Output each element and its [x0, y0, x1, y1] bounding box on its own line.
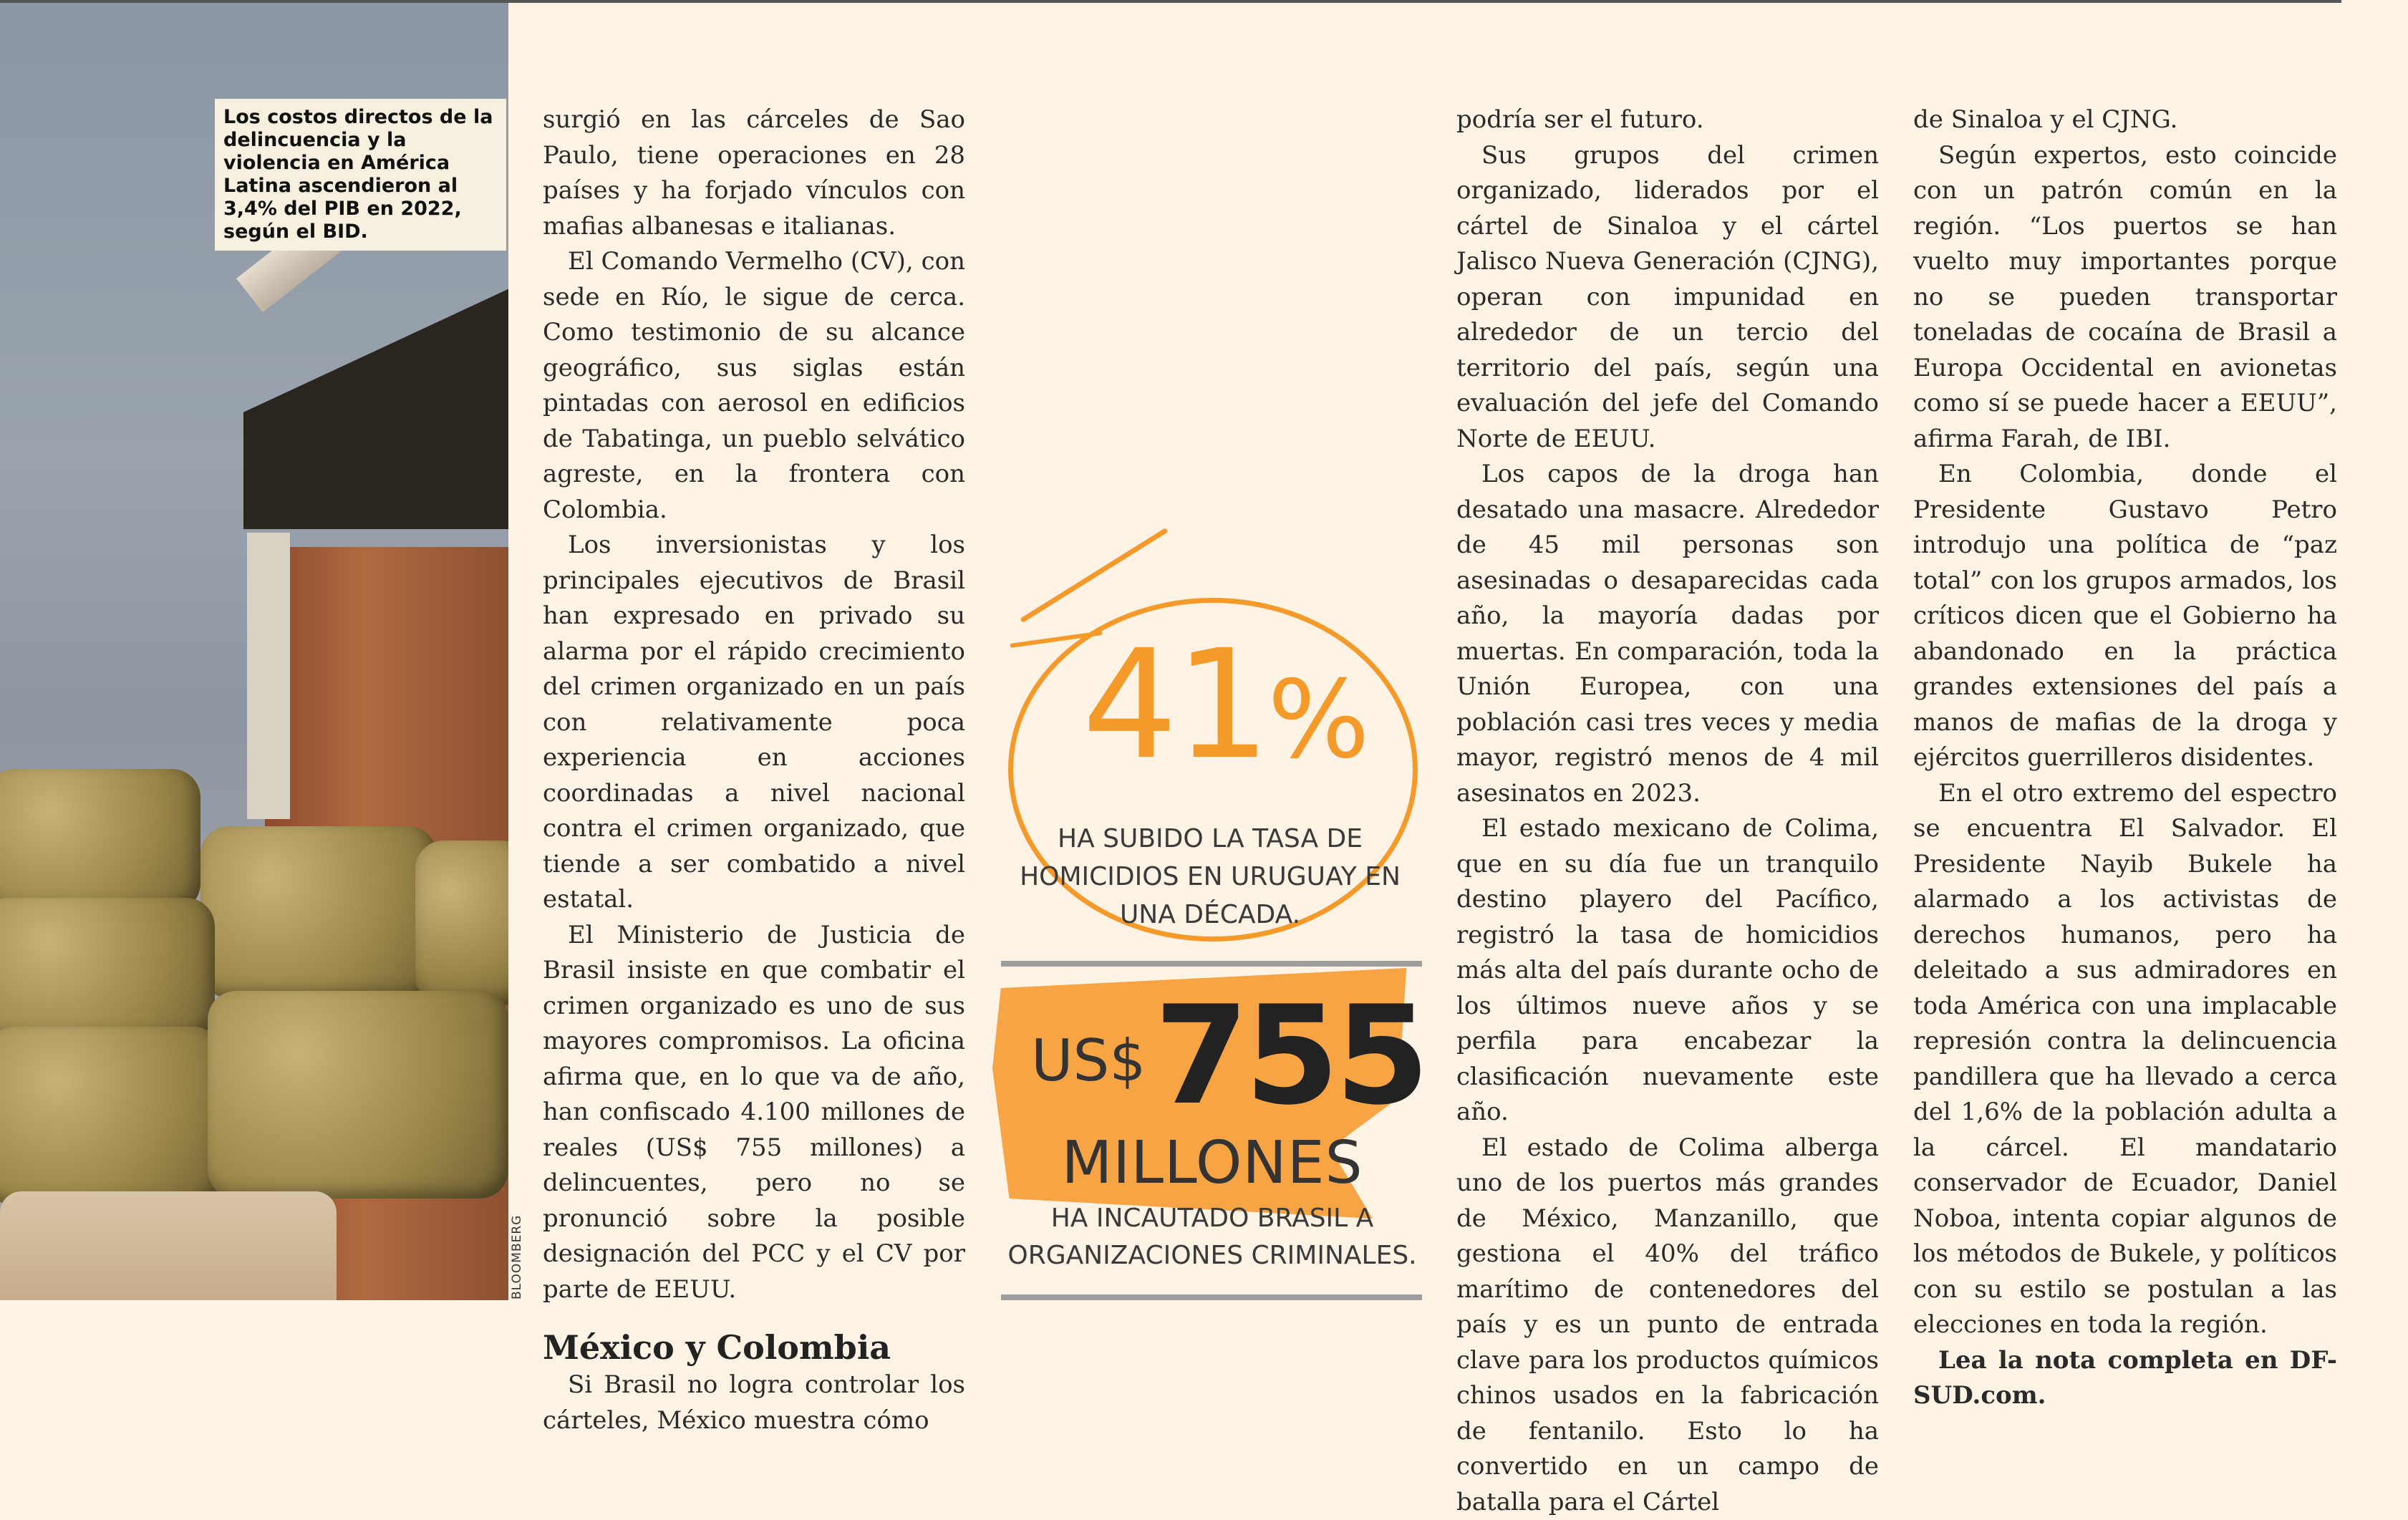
paragraph: Los inversionistas y los principales ejecutivos de Brasil han expresado en privado su alarma por el rápido crecimiento del crimen organizado en un país con relativamente poca experiencia en acciones coordinadas a nivel nacional contra el crimen organizado, que tiende a ser combatido a nivel estatal. [543, 528, 965, 918]
stat-755-number: 755 [1154, 988, 1426, 1124]
read-more-note: Lea la nota completa en DF-SUD.com. [1913, 1343, 2337, 1414]
paragraph: Los capos de la droga han desatado una masacre. Alrededor de 45 mil personas son asesinadas o desaparecidas cada año, la mayoría dadas por muertas. En comparación, toda la Unión Europea, con una población casi tres veces y media mayor, registró menos de 4 mil asesinatos en 2023. [1456, 457, 1879, 811]
article-column-1 [543, 102, 965, 1438]
section-subhead: México y Colombia [543, 1327, 965, 1367]
paragraph: El estado de Colima alberga uno de los puertos más grandes de México, Manzanillo, que gestiona el 40% del tráfico marítimo de contenedores del país y es un punto de entrada clave para los productos químicos chinos usados en la fabricación de fentanilo. Esto lo ha convertido en un campo de batalla para el Cártel [1456, 1131, 1879, 1520]
photo-bale [0, 898, 215, 1041]
photo-bale [415, 841, 508, 1005]
photo-bale [0, 1027, 222, 1206]
paragraph: Sus grupos del crimen organizado, liderados por el cártel de Sinaloa y el cártel Jalisco Nueva Generación (CJNG), operan con impunidad en alrededor de un tercio del territorio del país, según una evaluación del jefe del Comando Norte de EEUU. [1456, 138, 1879, 458]
photo-bale [208, 991, 508, 1199]
paragraph: El Ministerio de Justicia de Brasil insiste en que combatir el crimen organizado es uno de sus mayores compromisos. La oficina afirma que, en lo que va de año, han confiscado 4.100 millones de reales (US$ 755 millones) a delincuentes, pero no se pronunció sobre la posible designación del PCC y el CV por parte de EEUU. [543, 918, 965, 1308]
infographic-divider [1001, 1294, 1422, 1300]
stat-755-unit: MILLONES [1001, 1131, 1423, 1196]
stat-755-text: HA INCAUTADO BRASIL A ORGANIZACIONES CRIMINALES. [1001, 1200, 1423, 1274]
paragraph: podría ser el futuro. [1456, 102, 1879, 138]
photo-post [247, 533, 290, 819]
stat-41-number [1053, 630, 1396, 795]
stat-41-percent: % [1267, 658, 1367, 783]
article-column-3 [1913, 102, 2337, 1414]
photo-bale [200, 826, 437, 998]
photo-bale [0, 769, 200, 912]
infographic-divider [1001, 961, 1422, 967]
stat-41-text: HA SUBIDO LA TASA DE HOMICIDIOS EN URUGUAY EN UNA DÉCADA. [1017, 820, 1403, 934]
photo-roof [243, 286, 508, 529]
paragraph: En el otro extremo del espectro se encuentra El Salvador. El Presidente Nayib Bukele ha alarmado a los activistas de derechos humanos, pero ha deleitado a sus admiradores en toda América con una implacable represión contra la delincuencia pandillera que ha llevado a cerca del 1,6% de la población adulta a la cárcel. El mandatario conservador de Ecuador, Daniel Noboa, intenta copiar algunos de los métodos de Bukele, y políticos con su estilo se postulan a las elecciones en toda la región. [1913, 776, 2337, 1343]
paragraph: En Colombia, donde el Presidente Gustavo Petro introdujo una política de “paz total” con los grupos armados, los críticos dicen que el Gobierno ha abandonado en la práctica grandes extensiones del país a manos de mafias de la droga y ejércitos guerrilleros disidentes. [1913, 457, 2337, 776]
paragraph: Según expertos, esto coincide con un patrón común en la región. “Los puertos se han vuelto muy importantes porque no se pueden transportar toneladas de cocaína de Brasil a Europa Occidental en avionetas como sí se puede hacer a EEUU”, afirma Farah, de IBI. [1913, 138, 2337, 458]
paragraph: surgió en las cárceles de Sao Paulo, tiene operaciones en 28 países y ha forjado vínculos con mafias albanesas e italianas. [543, 102, 965, 244]
photo-sack [0, 1191, 337, 1300]
paragraph: El Comando Vermelho (CV), con sede en Río, le sigue de cerca. Como testimonio de su alcance geográfico, sus siglas están pintadas con aerosol en edificios de Tabatinga, un pueblo selvático agreste, en la frontera con Colombia. [543, 244, 965, 528]
photo-credit: BLOOMBERG [510, 1215, 524, 1299]
paragraph: El estado mexicano de Colima, que en su día fue un tranquilo destino playero del Pacífico, registró la tasa de homicidios más alta del país durante ocho de los últimos nueve años y se perfila para encabezar la clasificación nuevamente este año. [1456, 811, 1879, 1131]
stat-755-currency: US$ [1031, 1025, 1146, 1097]
paragraph: Si Brasil no logra controlar los cárteles, México muestra cómo [543, 1367, 965, 1438]
article-photo [0, 3, 508, 1300]
paragraph: de Sinaloa y el CJNG. [1913, 102, 2337, 138]
stat-41-value: 41 [1082, 617, 1267, 793]
photo-caption: Los costos directos de la delincuencia y la violencia en América Latina ascendieron al 3,4% del PIB en 2022, según el BID. [215, 99, 506, 251]
article-column-2 [1456, 102, 1879, 1520]
